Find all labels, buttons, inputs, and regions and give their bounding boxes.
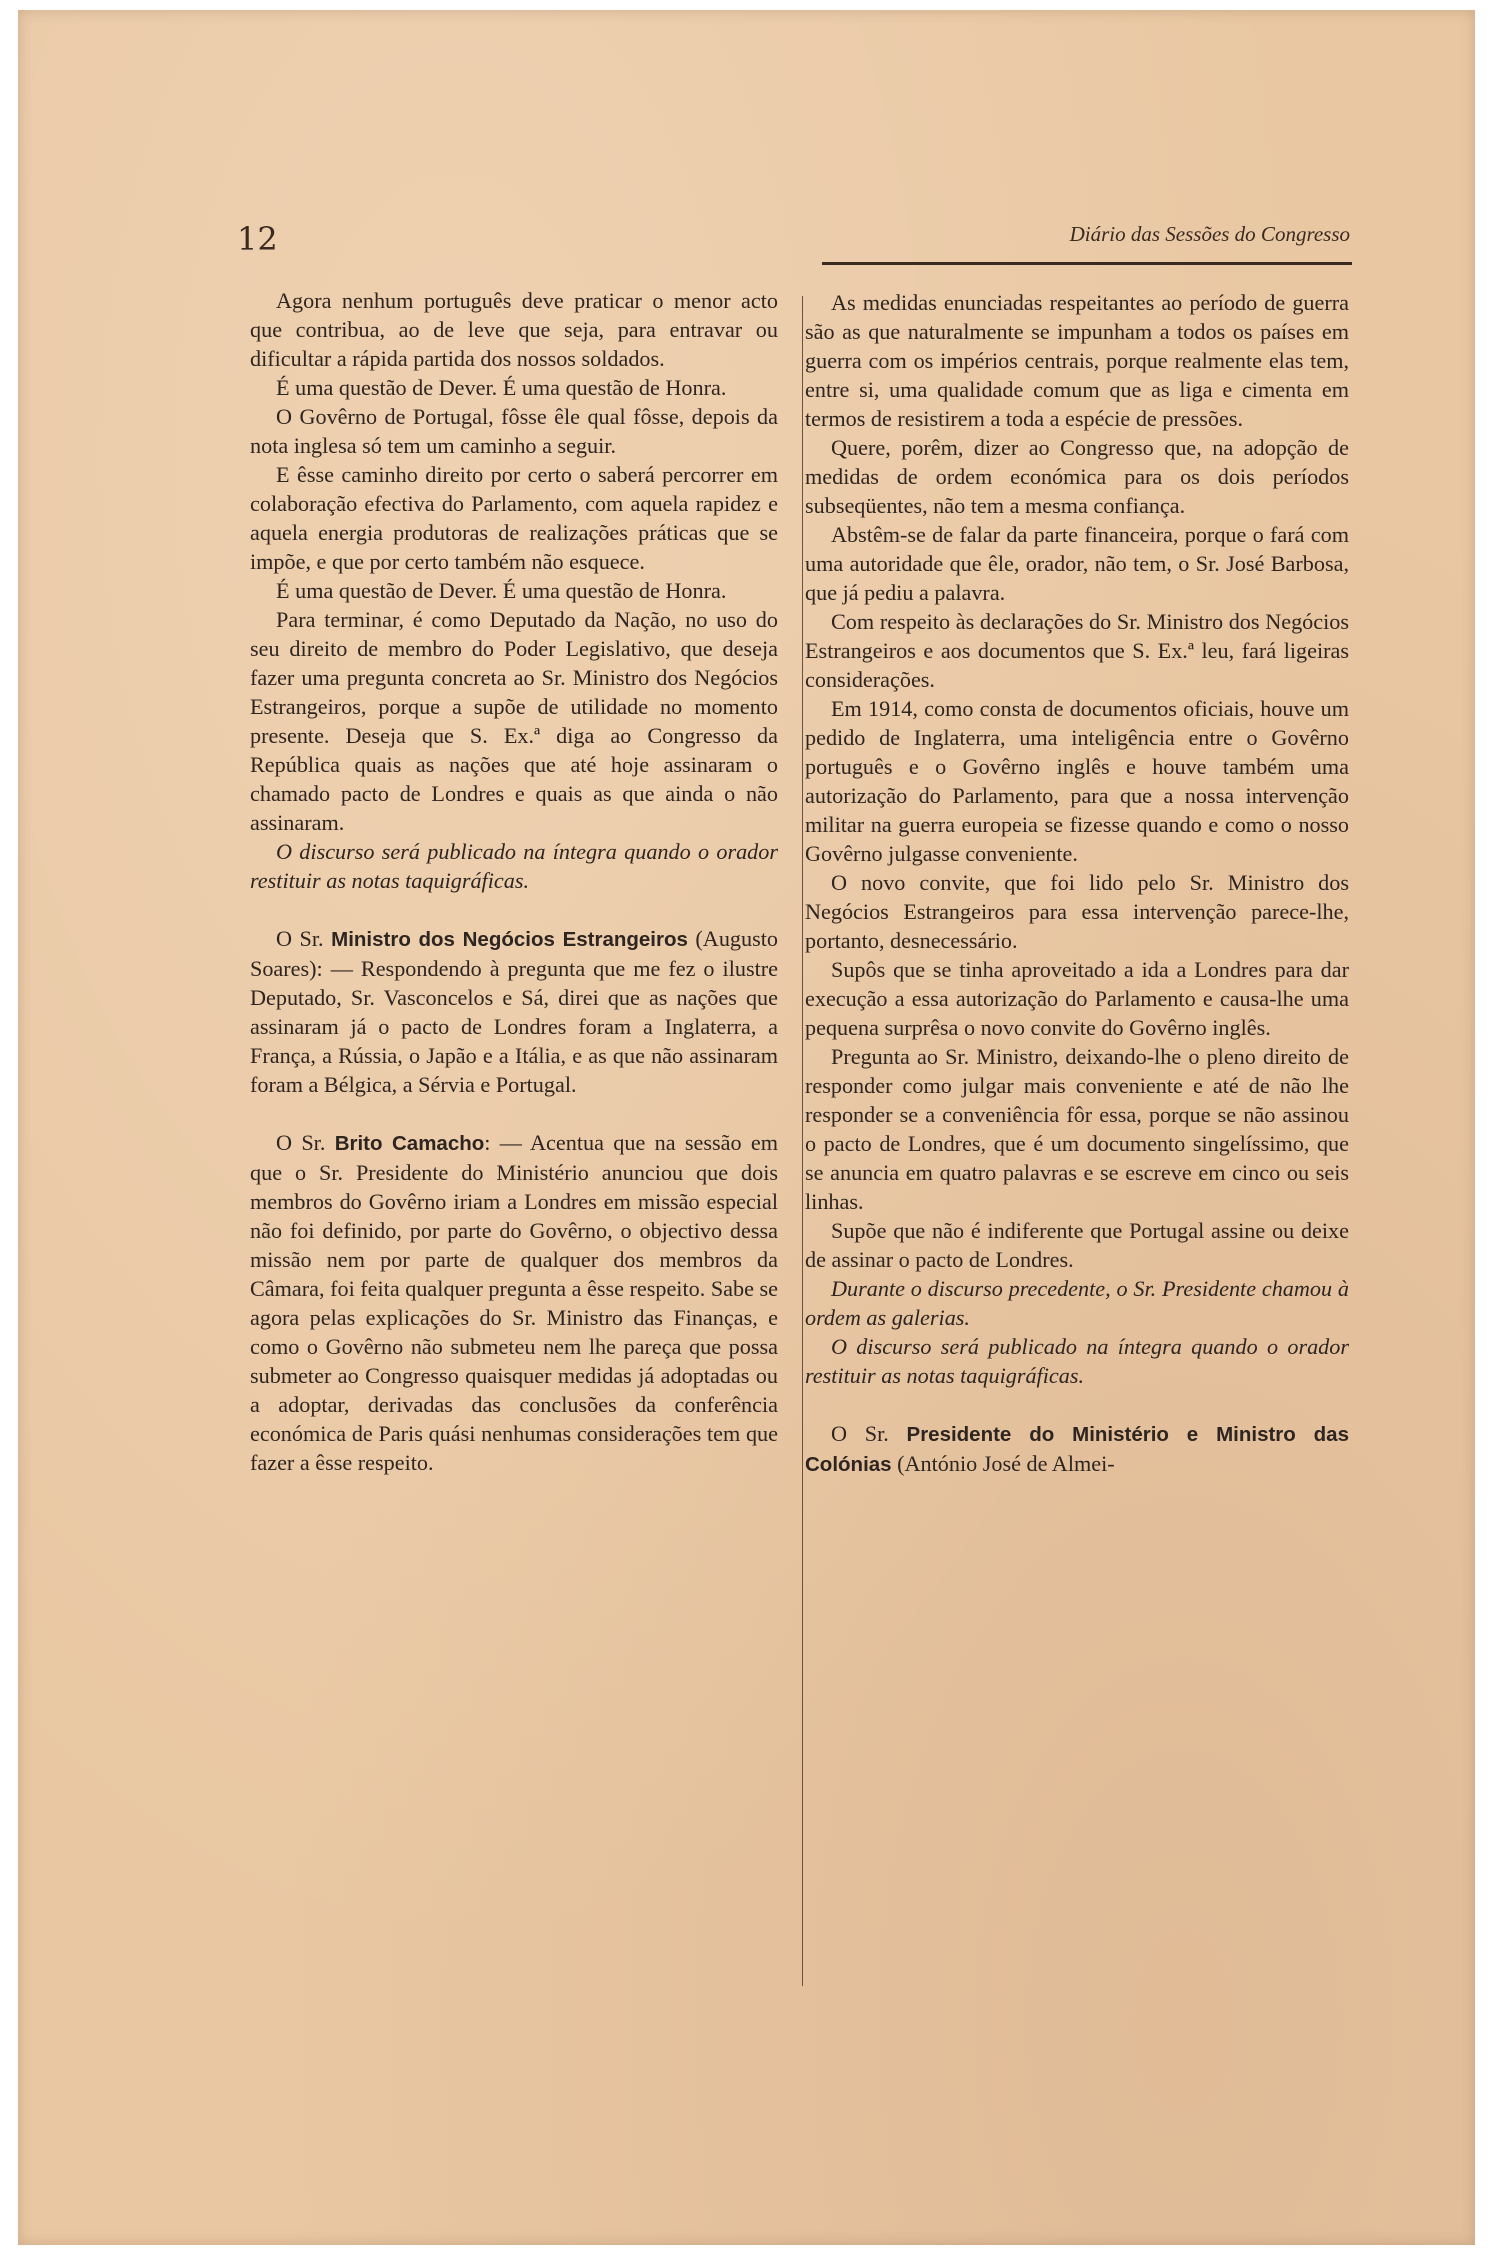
speech-text: : — Acentua que na sessão em que o Sr. Presidente do Ministério anunciou que dois membros do Govêrno iriam a Londres em missão especial não foi definido, por parte do Govêrno, o objectivo dessa missão nem por parte de qualquer dos membros da Câmara, foi feita qualquer pregunta a êsse respeito. Sabe se agora pelas explicações do Sr. Ministro das Finanças, e como o Govêrno não submeteu nem lhe pareça que possa submeter ao Congresso quaisquer medidas já adoptadas ou a adoptar, derivadas das conclusões da conferência económica de Paris quási nenhumas considerações tem que fazer a êsse respeito. [250, 1130, 778, 1475]
editorial-note: O discurso será publicado na íntegra quando o orador restituir as notas taquigráficas. [250, 839, 778, 893]
paragraph: E êsse caminho direito por certo o saberá percorrer em colaboração efectiva do Parlamento, com aquela rapidez e aquela energia produtoras de realizações práticas que se impõe, e que por certo também não esquece. [250, 462, 778, 574]
paragraph: As medidas enunciadas respeitantes ao período de guerra são as que naturalmente se impunham a todos os países em guerra com os impérios centrais, porque realmente elas tem, entre si, uma qualidade comum que as liga e cimenta em termos de resistirem a toda a espécie de pressões. [805, 290, 1349, 431]
paragraph: Supôs que se tinha aproveitado a ida a Londres para dar execução a essa autorização do Parlamento e causa-lhe uma pequena surprêsa o novo convite do Govêrno inglês. [805, 957, 1349, 1040]
paragraph: O Govêrno de Portugal, fôsse êle qual fôsse, depois da nota inglesa só tem um caminho a seguir. [250, 404, 778, 458]
editorial-note: O discurso será publicado na íntegra quando o orador restituir as notas taquigráficas. [805, 1334, 1349, 1388]
page-number: 12 [237, 220, 278, 258]
paragraph: Para terminar, é como Deputado da Nação, no uso do seu direito de membro do Poder Legislativo, que deseja fazer uma pregunta concreta ao Sr. Ministro dos Negócios Estrangeiros, porque a supõe de utilidade no momento presente. Deseja que S. Ex.ª diga ao Congresso da República quais as nações que até hoje assinaram o chamado pacto de Londres e quais as que ainda o não assinaram. [250, 607, 778, 835]
paragraph: Pregunta ao Sr. Ministro, deixando-lhe o pleno direito de responder como julgar mais conveniente e até de não lhe responder se a conveniência fôr essa, porque se não assinou o pacto de Londres, que é um documento singelíssimo, que se anuncia em quatro palavras e se escreve em cinco ou seis linhas. [805, 1044, 1349, 1214]
speaker-prefix: O Sr. [276, 926, 332, 951]
paragraph: Com respeito às declarações do Sr. Ministro dos Negócios Estrangeiros e aos documentos que S. Ex.ª leu, fará ligeiras considerações. [805, 609, 1349, 692]
speaker-name: Presidente do Ministério e Ministro das Colónias [805, 1423, 1349, 1476]
speech-text: (António José de Almei- [891, 1451, 1115, 1476]
header-rule [822, 262, 1352, 265]
editorial-note: Durante o discurso precedente, o Sr. Presidente chamou à ordem as galerias. [805, 1276, 1349, 1330]
speaker-paragraph [250, 1128, 778, 1477]
paragraph: Em 1914, como consta de documentos oficiais, houve um pedido de Inglaterra, uma inteligência entre o Govêrno português e o Govêrno inglês e houve também uma autorização do Parlamento, para que a nossa intervenção militar na guerra europeia se fizesse quando e como o nosso Govêrno julgasse conveniente. [805, 696, 1349, 866]
paragraph: É uma questão de Dever. É uma questão de Honra. [276, 578, 727, 603]
speaker-prefix: O Sr. [831, 1421, 907, 1446]
paragraph: É uma questão de Dever. É uma questão de Honra. [276, 375, 727, 400]
speech-text: (Augusto Soares): — Respondendo à pregunta que me fez o ilustre Deputado, Sr. Vasconcelos e Sá, direi que as nações que assinaram já o pacto de Londres foram a Inglaterra, a França, a Rússia, o Japão e a Itália, e as que não assinaram foram a Bélgica, a Sérvia e Portugal. [250, 926, 778, 1097]
column-divider [802, 296, 803, 1986]
speaker-prefix: O Sr. [276, 1130, 335, 1155]
right-column [805, 288, 1349, 1479]
paragraph: O novo convite, que foi lido pelo Sr. Ministro dos Negócios Estrangeiros para essa intervenção parece-lhe, portanto, desnecessário. [805, 870, 1349, 953]
speaker-name: Ministro dos Negócios Estrangeiros [331, 928, 688, 951]
running-head: Diário das Sessões do Congresso [1069, 222, 1350, 246]
paragraph: Agora nenhum português deve praticar o menor acto que contribua, ao de leve que seja, para entravar ou dificultar a rápida partida dos nossos soldados. [250, 288, 778, 371]
speaker-paragraph [805, 1419, 1349, 1479]
speaker-paragraph [250, 924, 778, 1099]
speaker-name: Brito Camacho [334, 1132, 485, 1155]
document-page [18, 10, 1475, 2245]
paragraph: Abstêm-se de falar da parte financeira, porque o fará com uma autoridade que êle, orador, não tem, o Sr. José Barbosa, que já pediu a palavra. [805, 522, 1349, 605]
left-column [250, 286, 778, 1477]
paragraph: Quere, porêm, dizer ao Congresso que, na adopção de medidas de ordem económica para os dois períodos subseqüentes, não tem a mesma confiança. [805, 435, 1349, 518]
paragraph: Supõe que não é indiferente que Portugal assine ou deixe de assinar o pacto de Londres. [805, 1218, 1349, 1272]
